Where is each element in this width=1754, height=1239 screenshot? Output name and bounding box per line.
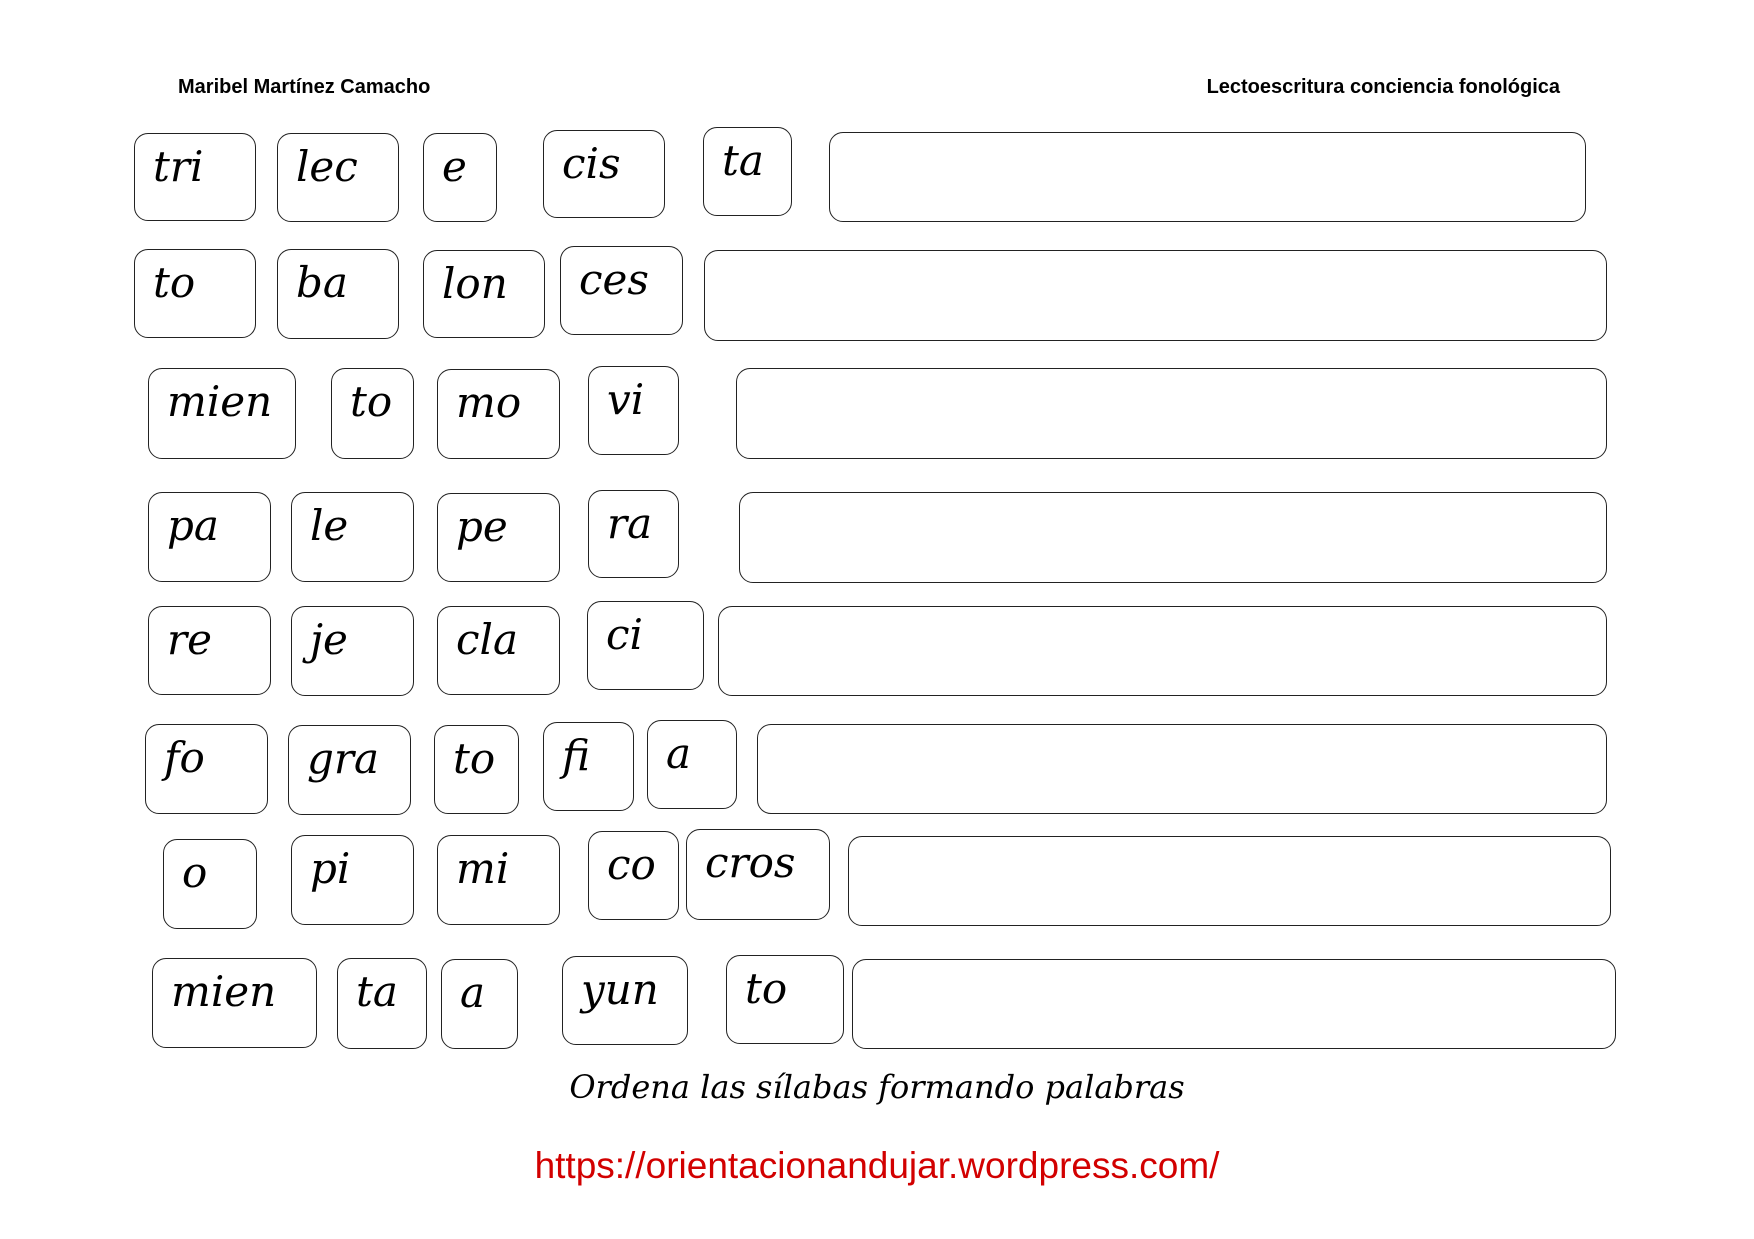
answer-box[interactable] (736, 368, 1607, 459)
syllable-card (331, 368, 414, 459)
syllable-card (588, 831, 679, 920)
syllable-text: to (745, 964, 788, 1013)
syllable-text: pe (456, 502, 508, 551)
syllable-text: tri (153, 142, 204, 191)
syllable-text: to (453, 734, 496, 783)
answer-box[interactable] (848, 836, 1611, 926)
syllable-text: lon (442, 259, 508, 308)
syllable-text: o (182, 848, 208, 897)
syllable-text: je (310, 615, 348, 664)
syllable-text: e (442, 142, 467, 191)
syllable-card (703, 127, 792, 216)
answer-box[interactable] (852, 959, 1616, 1049)
syllable-card (587, 601, 704, 690)
syllable-text: ces (579, 255, 649, 304)
syllable-card (434, 725, 519, 814)
syllable-text: co (607, 840, 656, 889)
syllable-text: a (666, 729, 692, 778)
answer-box[interactable] (704, 250, 1607, 341)
syllable-card (291, 492, 414, 582)
syllable-text: ci (606, 610, 643, 659)
syllable-card (291, 606, 414, 696)
syllable-card (543, 130, 665, 218)
syllable-text: gra (307, 734, 380, 783)
syllable-text: ba (296, 258, 348, 307)
syllable-card (647, 720, 737, 809)
syllable-card (437, 835, 560, 925)
syllable-text: mien (167, 377, 273, 426)
syllable-text: le (310, 501, 349, 550)
syllable-text: mo (456, 378, 522, 427)
syllable-text: ta (722, 136, 764, 185)
syllable-card (562, 956, 688, 1045)
syllable-text: ta (356, 967, 398, 1016)
syllable-card (291, 835, 414, 925)
syllable-text: to (350, 377, 393, 426)
source-url[interactable]: https://orientacionandujar.wordpress.com/ (534, 1145, 1220, 1186)
syllable-card (423, 133, 497, 222)
syllable-card (423, 250, 545, 338)
syllable-card (337, 958, 427, 1049)
syllable-card (134, 249, 256, 338)
answer-box[interactable] (757, 724, 1607, 814)
answer-box[interactable] (718, 606, 1607, 696)
syllable-text: lec (296, 142, 358, 191)
syllable-text: ra (607, 499, 653, 548)
syllable-text: mi (456, 844, 510, 893)
syllable-text: cis (562, 139, 621, 188)
syllable-card (134, 133, 256, 221)
syllable-card (726, 955, 844, 1044)
syllable-card (686, 829, 830, 920)
syllable-text: cla (456, 615, 518, 664)
syllable-text: pa (167, 501, 219, 550)
syllable-card (288, 725, 411, 815)
answer-box[interactable] (739, 492, 1607, 583)
syllable-text: vi (607, 375, 645, 424)
syllable-text: yun (581, 965, 659, 1014)
syllable-card (277, 249, 399, 339)
syllable-card (437, 606, 560, 695)
instruction-text: Ordena las sílabas formando palabras (569, 1068, 1185, 1106)
syllable-card (437, 493, 560, 582)
syllable-card (148, 368, 296, 459)
syllable-card (588, 490, 679, 578)
syllable-text: re (167, 615, 212, 664)
syllable-card (543, 722, 634, 811)
syllable-text: cros (705, 838, 796, 887)
syllable-card (441, 959, 518, 1049)
syllable-card (560, 246, 683, 335)
syllable-card (152, 958, 317, 1048)
syllable-card (145, 724, 268, 814)
syllable-card (148, 492, 271, 582)
syllable-text: mien (171, 967, 277, 1016)
syllable-card (148, 606, 271, 695)
syllable-card (588, 366, 679, 455)
syllable-card (277, 133, 399, 222)
syllable-text: to (153, 258, 196, 307)
author-name: Maribel Martínez Camacho (178, 76, 431, 98)
syllable-card (437, 369, 560, 459)
syllable-text: fi (562, 731, 591, 780)
answer-box[interactable] (829, 132, 1586, 222)
syllable-card (163, 839, 257, 929)
worksheet-subject: Lectoescritura conciencia fonológica (1206, 76, 1560, 98)
syllable-text: pi (310, 844, 351, 893)
syllable-text: fo (164, 733, 205, 782)
syllable-text: a (460, 968, 486, 1017)
